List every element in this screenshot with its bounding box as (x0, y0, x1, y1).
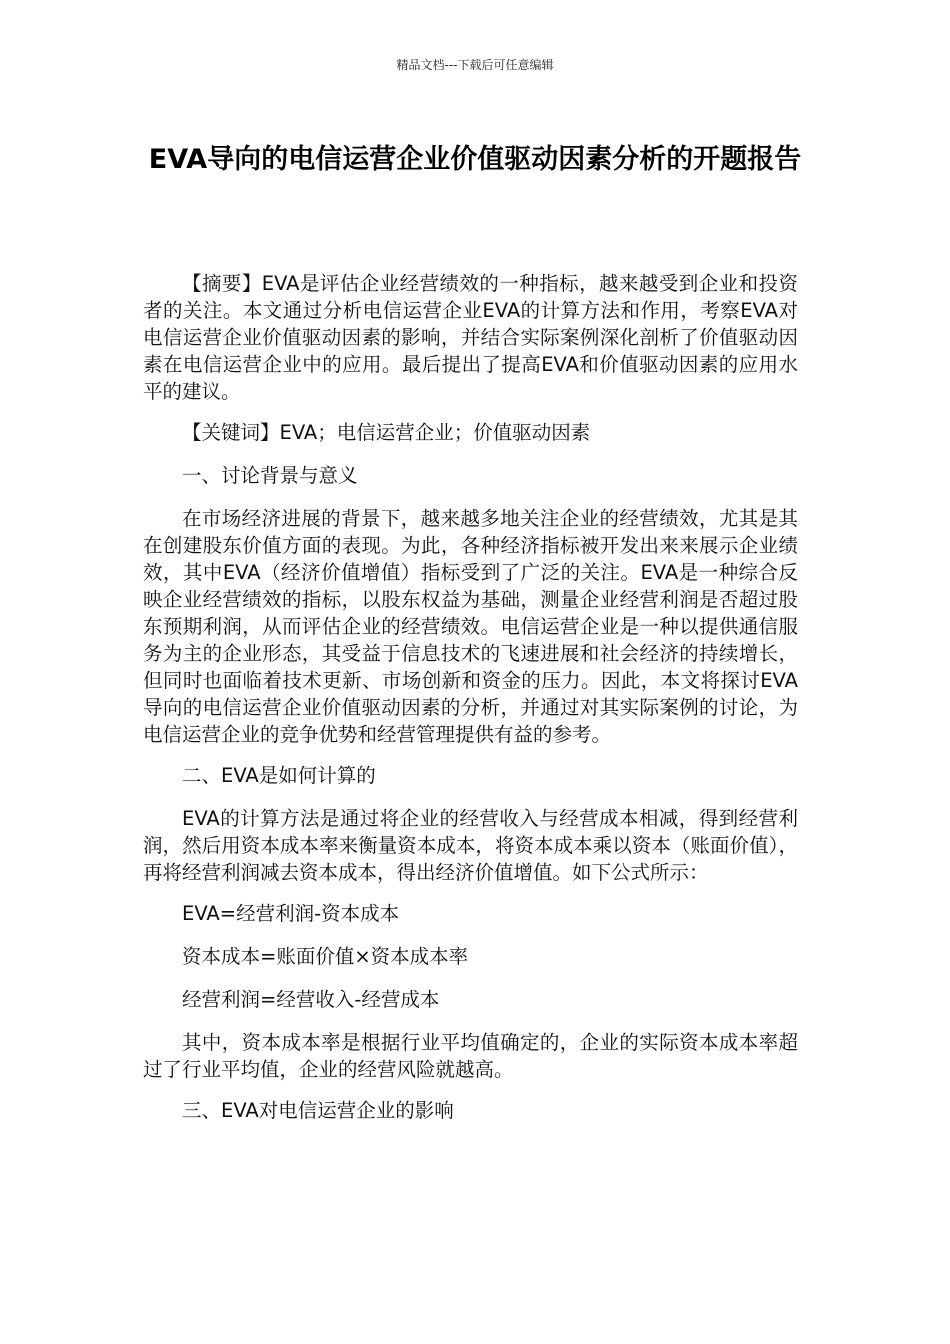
section-2-note: 其中，资本成本率是根据行业平均值确定的，企业的实际资本成本率超过了行业平均值，企业的经营风险就越高。 (143, 1031, 798, 1081)
section-2-body: EVA的计算方法是通过将企业的经营收入与经营成本相减，得到经营利润，然后用资本成本率来衡量资本成本，将资本成本乘以资本（账面价值），再将经营利润减去资本成本，得出经济价值增值。如下公式所示： (143, 807, 798, 884)
document-body (143, 270, 798, 1140)
formula-capital-cost: 资本成本=账面价值×资本成本率 (182, 945, 469, 968)
keywords-paragraph: 【关键词】EVA；电信运营企业；价值驱动因素 (182, 421, 591, 444)
section-3-heading: 三、EVA对电信运营企业的影响 (182, 1099, 454, 1122)
header-note: 精品文档---下载后可任意编辑 (396, 58, 554, 72)
section-2-heading: 二、EVA是如何计算的 (182, 764, 376, 787)
abstract-paragraph: 【摘要】EVA是评估企业经营绩效的一种指标，越来越受到企业和投资者的关注。本文通过分析电信运营企业EVA的计算方法和作用，考察EVA对电信运营企业价值驱动因素的影响，并结合实际案例深化剖析了价值驱动因素在电信运营企业中的应用。最后提出了提高EVA和价值驱动因素的应用水平的建议。 (143, 272, 798, 403)
document-title: EVA导向的电信运营企业价值驱动因素分析的开题报告 (148, 144, 802, 175)
section-1-heading: 一、讨论背景与意义 (182, 464, 358, 487)
formula-eva: EVA=经营利润-资本成本 (182, 902, 400, 925)
formula-operating-profit: 经营利润=经营收入-经营成本 (182, 988, 440, 1011)
section-1-body: 在市场经济进展的背景下，越来越多地关注企业的经营绩效，尤其是其在创建股东价值方面的表现。为此，各种经济指标被开发出来来展示企业绩效，其中EVA（经济价值增值）指标受到了广泛的关注。EVA是一种综合反映企业经营绩效的指标，以股东权益为基础，测量企业经营利润是否超过股东预期利润，从而评估企业的经营绩效。电信运营企业是一种以提供通信服务为主的企业形态，其受益于信息技术的飞速进展和社会经济的持续增长，但同时也面临着技术更新、市场创新和资金的压力。因此，本文将探讨EVA导向的电信运营企业价值驱动因素的分析，并通过对其实际案例的讨论，为电信运营企业的竞争优势和经营管理提供有益的参考。 (143, 507, 798, 746)
